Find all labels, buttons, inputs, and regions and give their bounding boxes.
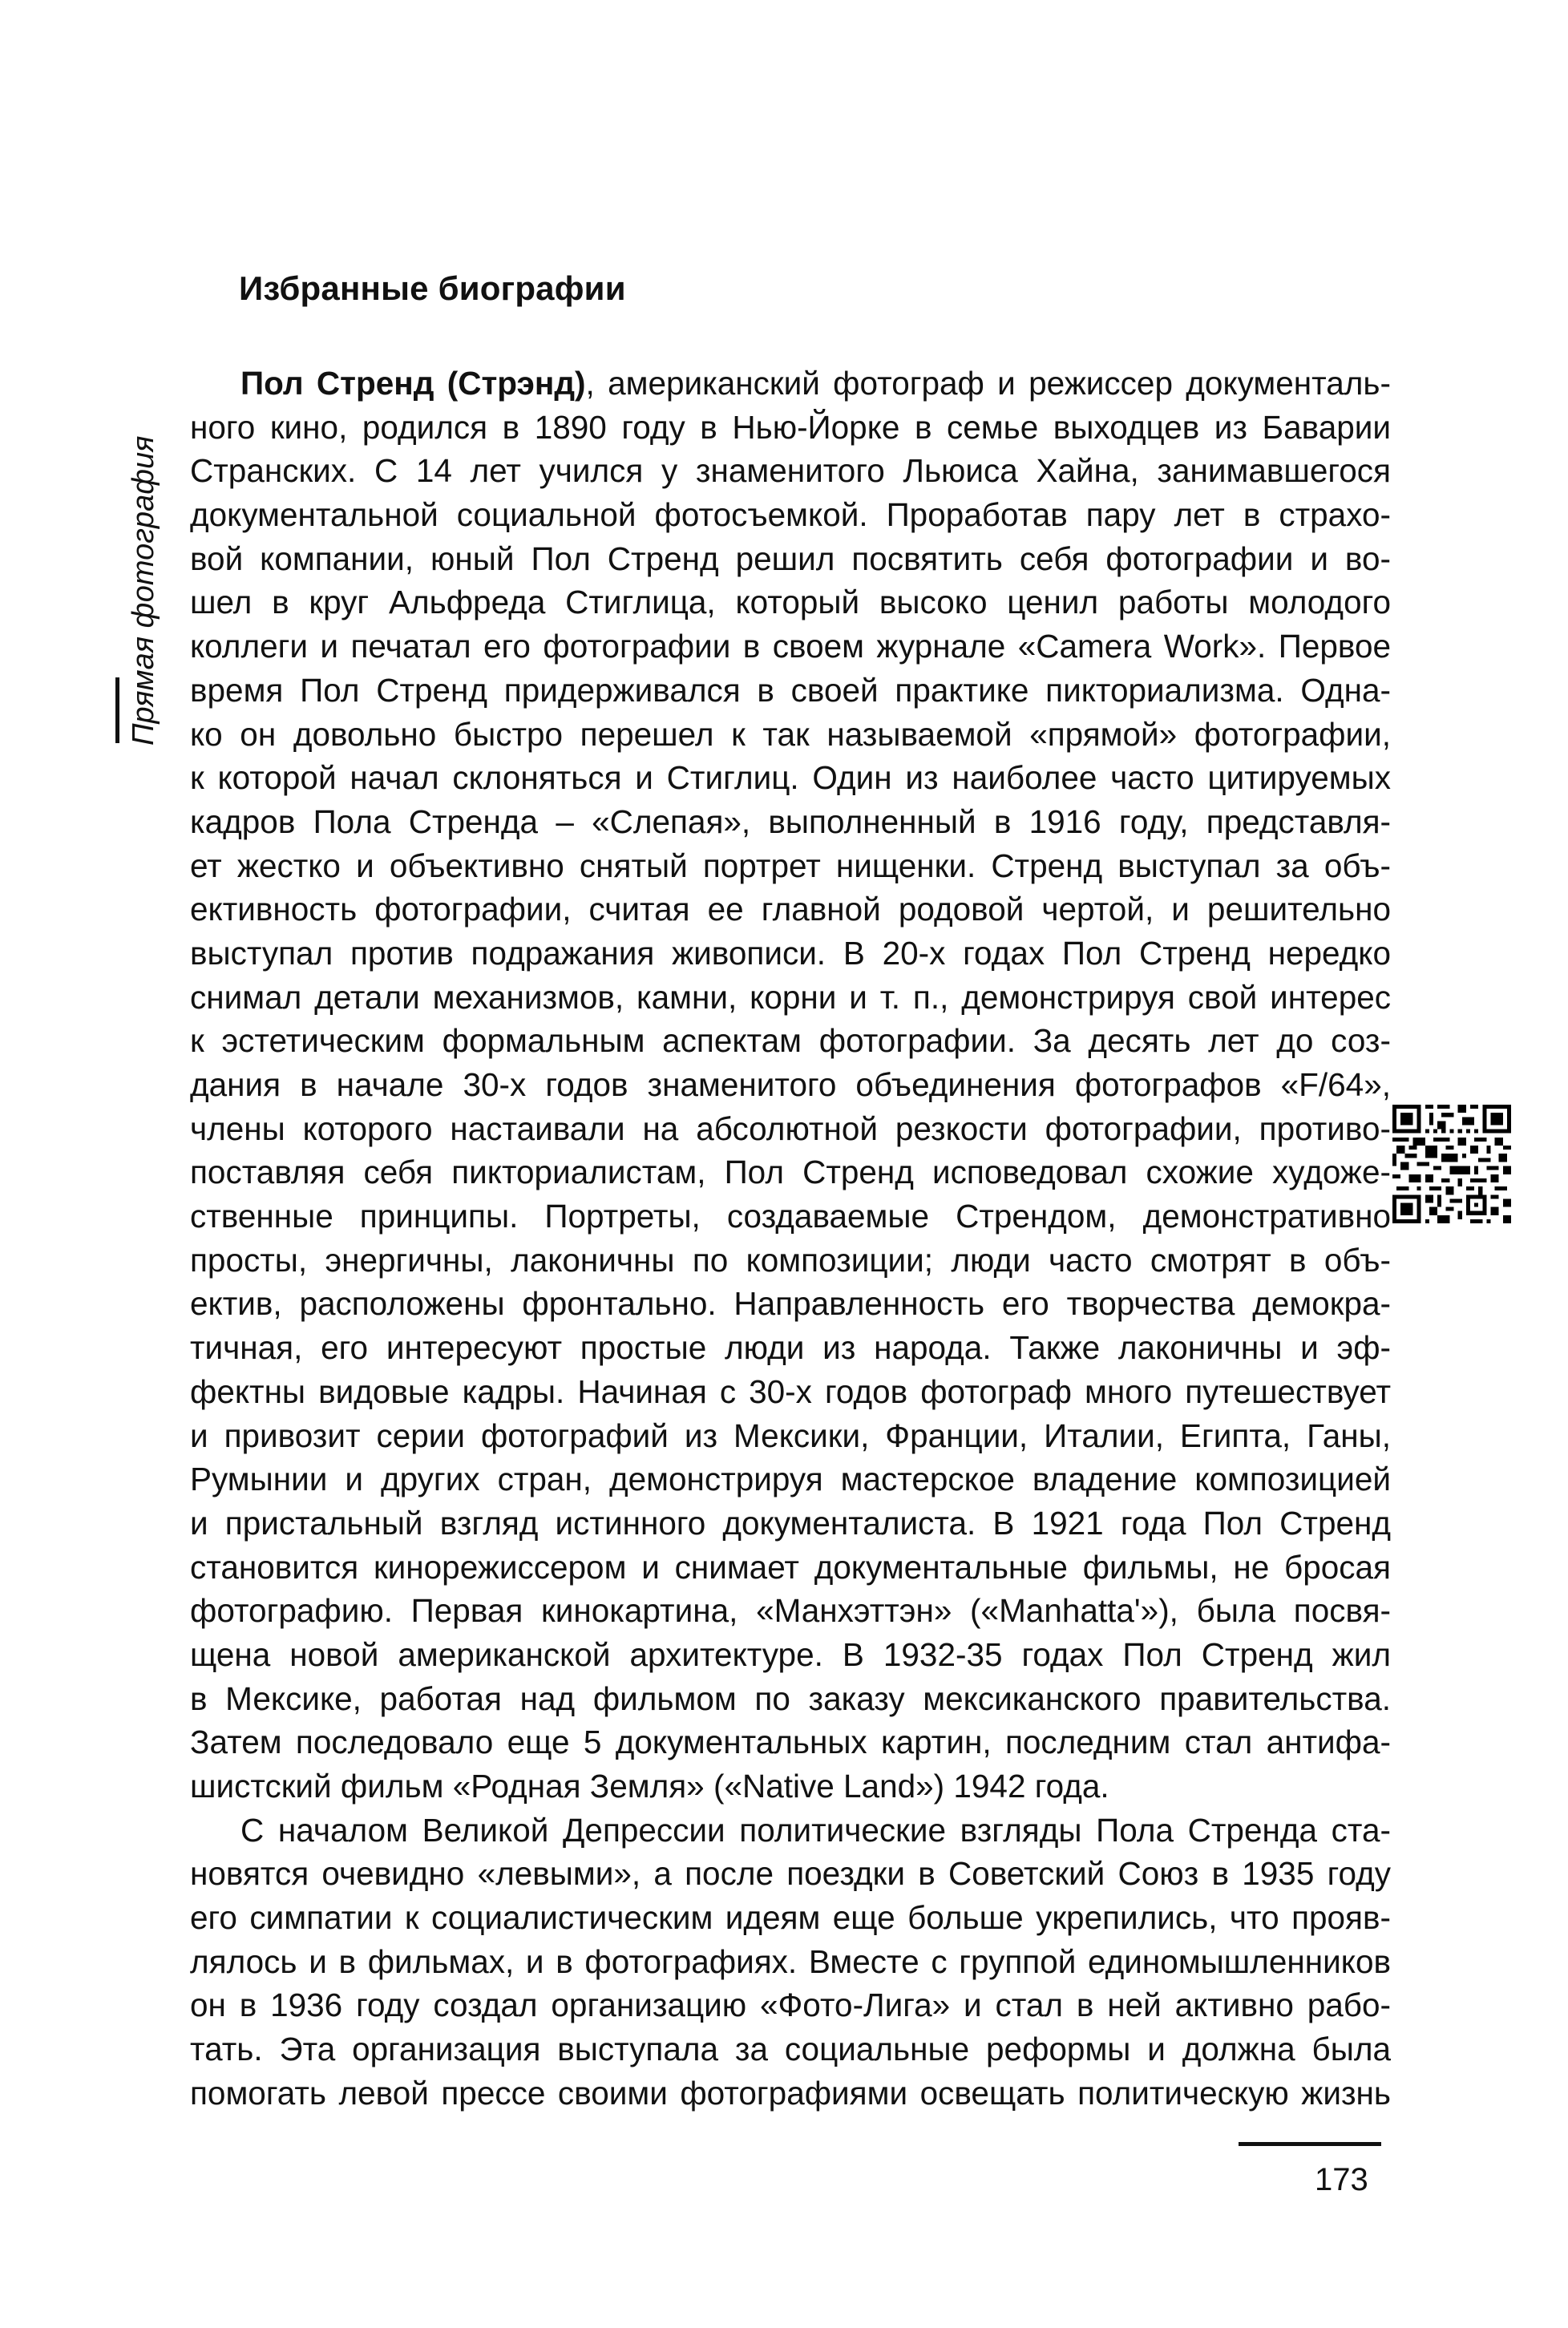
text-line: Румынии и других стран, демонстрируя мастерское владение композицией bbox=[190, 1461, 1391, 1498]
text-line: становится кинорежиссером и снимает документальные фильмы, не бросая bbox=[190, 1548, 1391, 1586]
text-line: тичная, его интересуют простые люди из народа. Также лаконичны и эф- bbox=[190, 1329, 1391, 1367]
running-head-bar bbox=[115, 677, 119, 743]
qr-code-icon[interactable] bbox=[1392, 1105, 1511, 1223]
text-line: он в 1936 году создал организацию «Фото-Лига» и стал в ней активно рабо- bbox=[190, 1986, 1391, 2024]
text-line: тать. Эта организация выступала за социальные реформы и должна была bbox=[190, 2031, 1391, 2068]
text-line: снимал детали механизмов, камни, корни и т. п., демонстрируя свой интерес bbox=[190, 978, 1391, 1016]
text-line: документальной социальной фотосъемкой. Проработав пару лет в страхо- bbox=[190, 496, 1391, 534]
text-line: лялось и в фильмах, и в фотографиях. Вместе с группой единомышленников bbox=[190, 1942, 1391, 1980]
text-line: в Мексике, работая над фильмом по заказу мексиканского правительства. bbox=[190, 1679, 1391, 1717]
text-line: коллеги и печатал его фотографии в своем журнале «Camera Work». Первое bbox=[190, 628, 1391, 665]
text-line: шел в круг Альфреда Стиглица, который высоко ценил работы молодого bbox=[190, 584, 1391, 621]
text-line: ективность фотографии, считая ее главной родовой чертой, и решительно bbox=[190, 891, 1391, 928]
page-number: 173 bbox=[1315, 2162, 1368, 2197]
text-line: ственные принципы. Портреты, создаваемые Стрендом, демонстративно bbox=[190, 1198, 1391, 1235]
text-line: ектив, расположены фронтально. Направленность его творчества демокра- bbox=[190, 1285, 1391, 1323]
text-line: новятся очевидно «левыми», а после поездки в Советский Союз в 1935 году bbox=[190, 1855, 1391, 1893]
text-line: С началом Великой Депрессии политические взгляды Пола Стренда ста- bbox=[240, 1811, 1391, 1849]
body-text bbox=[190, 362, 1391, 2116]
footer-rule bbox=[1239, 2142, 1381, 2146]
text-line: время Пол Стренд придерживался в своей практике пикториализма. Одна- bbox=[190, 671, 1391, 709]
text-line: фектны видовые кадры. Начиная с 30-х годов фотограф много путешествует bbox=[190, 1372, 1391, 1410]
text-line: Пол Стренд (Стрэнд), американский фотограф и режиссер документаль- bbox=[240, 365, 1391, 402]
text-line: кадров Пола Стренда – «Слепая», выполненный в 1916 году, представля- bbox=[190, 802, 1391, 840]
text-line: поставляя себя пикториалистам, Пол Стренд исповедовал схожие художе- bbox=[190, 1154, 1391, 1191]
text-line: фотографию. Первая кинокартина, «Манхэттэн» («Manhatta'»), была посвя- bbox=[190, 1592, 1391, 1630]
text-line: и привозит серии фотографий из Мексики, Франции, Италии, Египта, Ганы, bbox=[190, 1417, 1391, 1454]
text-line: вой компании, юный Пол Стренд решил посвятить себя фотографии и во- bbox=[190, 540, 1391, 577]
text-line: Странских. С 14 лет учился у знаменитого Льюиса Хайна, занимавшегося bbox=[190, 452, 1391, 490]
text-line: шистский фильм «Родная Земля» («Native Land») 1942 года. bbox=[190, 1768, 1109, 1805]
text-line: помогать левой прессе своими фотографиями освещать политическую жизнь bbox=[190, 2074, 1391, 2112]
text-line: Затем последовало еще 5 документальных картин, последним стал антифа- bbox=[190, 1724, 1391, 1761]
text-line: ко он довольно быстро перешел к так называемой «прямой» фотографии, bbox=[190, 715, 1391, 753]
text-line: его симпатии к социалистическим идеям еще больше укрепились, что прояв- bbox=[190, 1899, 1391, 1937]
text-line: выступал против подражания живописи. В 20-х годах Пол Стренд нередко bbox=[190, 934, 1391, 972]
text-line: ного кино, родился в 1890 году в Нью-Йорке в семье выходцев из Баварии bbox=[190, 408, 1391, 446]
text-line: щена новой американской архитектуре. В 1932-35 годах Пол Стренд жил bbox=[190, 1635, 1391, 1673]
text-line: просты, энергичны, лаконичны по композиции; люди часто смотрят в объ- bbox=[190, 1241, 1391, 1279]
text-line: дания в начале 30-х годов знаменитого объединения фотографов «F/64», bbox=[190, 1066, 1391, 1103]
section-title: Избранные биографии bbox=[239, 269, 626, 307]
lead-name: Пол Стренд (Стрэнд) bbox=[240, 365, 586, 402]
text-line: к которой начал склоняться и Стиглиц. Один из наиболее часто цитируемых bbox=[190, 759, 1391, 797]
text-line: и пристальный взгляд истинного документалиста. В 1921 года Пол Стренд bbox=[190, 1504, 1391, 1542]
running-head: Прямая фотография bbox=[127, 435, 160, 746]
text-line: ет жестко и объективно снятый портрет нищенки. Стренд выступал за объ- bbox=[190, 847, 1391, 884]
text-line: к эстетическим формальным аспектам фотографии. За десять лет до соз- bbox=[190, 1022, 1391, 1060]
text-line: члены которого настаивали на абсолютной резкости фотографии, противо- bbox=[190, 1109, 1391, 1147]
